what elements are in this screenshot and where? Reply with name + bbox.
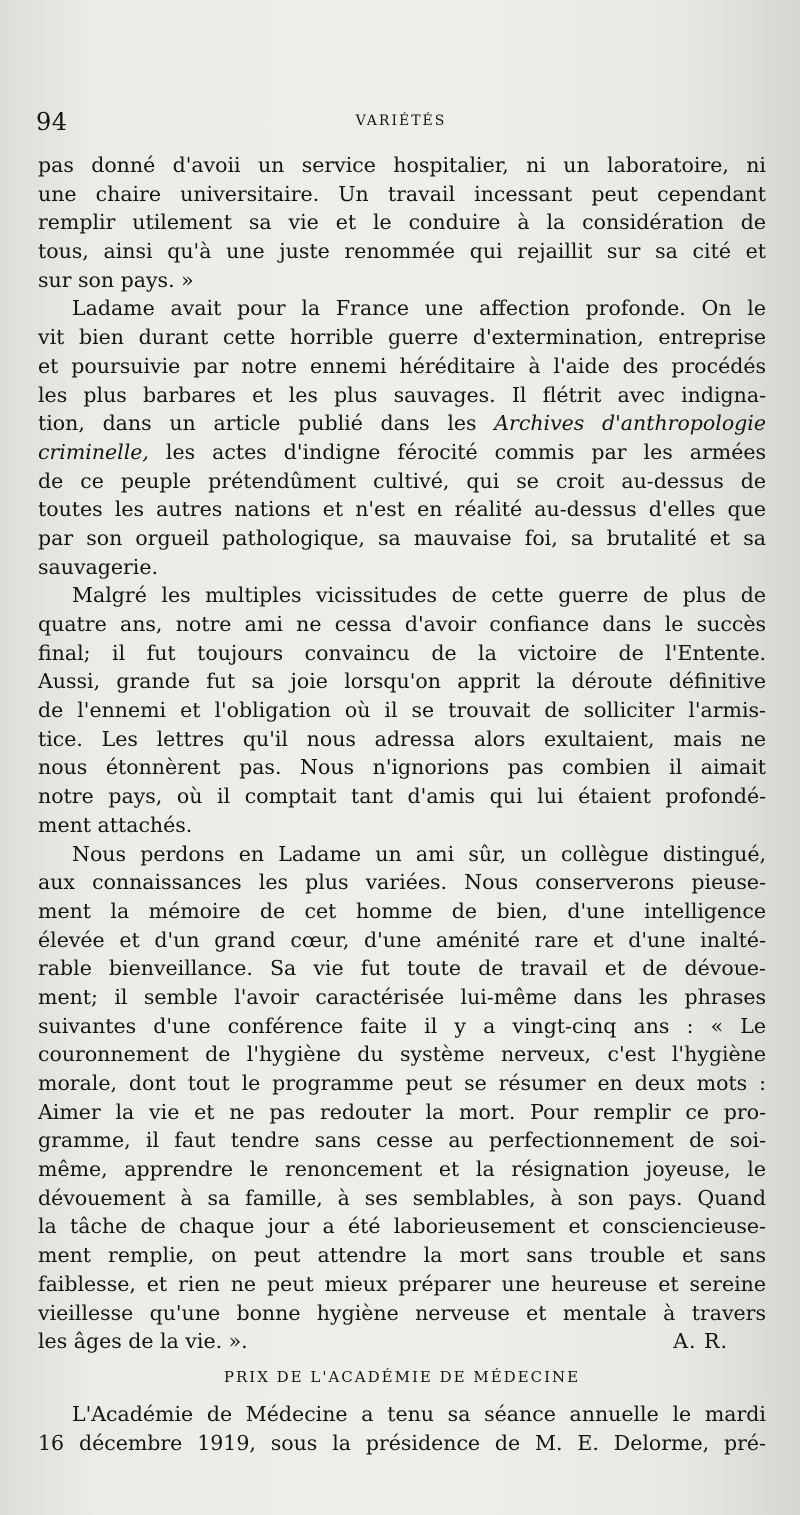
text-fragment: les âges de la vie. ». — [38, 1329, 248, 1354]
text-line: Ladame avait pour la France une affection profonde. On le — [72, 296, 766, 321]
text-line: tice. Les lettres qu'il nous adressa alors exultaient, mais ne — [38, 726, 766, 751]
text-line: ment remplie, on peut attendre la mort sans trouble et sans — [38, 1243, 766, 1268]
text-line: Malgré les multiples vicissitudes de cette guerre de plus de — [72, 583, 766, 608]
text-line: par son orgueil pathologique, sa mauvaise foi, sa brutalité et sa — [38, 525, 766, 550]
text-line: faiblesse, et rien ne peut mieux préparer une heureuse et sereine — [38, 1271, 766, 1296]
text-line: remplir utilement sa vie et le conduire à la considération de — [38, 210, 766, 235]
text-line: 16 décembre 1919, sous la présidence de M. E. Delorme, pré- — [38, 1430, 766, 1455]
text-line: final; il fut toujours convaincu de la victoire de l'Entente. — [38, 640, 766, 665]
text-line: dévouement à sa famille, à ses semblables, à son pays. Quand — [38, 1185, 766, 1210]
journal-title-italic: Archives d'anthropologie — [494, 411, 766, 436]
text-line: ment la mémoire de cet homme de bien, d'une intelligence — [38, 898, 766, 923]
text-line: couronnement de l'hygiène du système nerveux, c'est l'hygiène — [38, 1042, 766, 1067]
text-fragment: les actes d'indigne férocité commis par les armées — [148, 439, 766, 464]
text-line: sauvagerie. — [38, 554, 159, 579]
text-line: rable bienveillance. Sa vie fut toute de travail et de dévoue- — [38, 956, 766, 981]
page-header — [36, 108, 766, 138]
text-line: ment attachés. — [38, 812, 193, 837]
text-line: L'Académie de Médecine a tenu sa séance annuelle le mardi — [72, 1401, 766, 1426]
text-line: toutes les autres nations et n'est en réalité au-dessus d'elles que — [38, 497, 766, 522]
text-line: morale, dont tout le programme peut se résumer en deux mots : — [38, 1071, 766, 1095]
text-line: une chaire universitaire. Un travail incessant peut cependant — [38, 181, 766, 206]
text-line: ment; il semble l'avoir caractérisée lui-même dans les phrases — [38, 984, 766, 1009]
text-line: pas donné d'avoii un service hospitalier, ni un laboratoire, ni — [38, 153, 766, 177]
text-line-with-signature — [38, 1327, 766, 1356]
text-line: vieillesse qu'une bonne hygiène nerveuse et mentale à travers — [38, 1300, 766, 1325]
author-signature: A. R. — [673, 1329, 728, 1354]
text-line: tous, ainsi qu'à une juste renommée qui rejaillit sur sa cité et — [38, 239, 766, 264]
page-number: 94 — [36, 108, 68, 136]
text-line: aux connaissances les plus variées. Nous conserverons pieuse- — [38, 870, 766, 895]
text-line: vit bien durant cette horrible guerre d'extermination, entreprise — [38, 325, 766, 350]
text-line: les plus barbares et les plus sauvages. Il flétrit avec indigna- — [38, 382, 766, 407]
text-line: même, apprendre le renoncement et la résignation joyeuse, le — [38, 1157, 766, 1182]
text-line — [38, 409, 766, 438]
running-title: VARIÉTÉS — [355, 113, 447, 129]
article-body — [38, 151, 766, 1457]
text-line: gramme, il faut tendre sans cesse au perfectionnement de soi- — [38, 1128, 766, 1153]
section-heading: PRIX DE L'ACADÉMIE DE MÉDECINE — [223, 1367, 581, 1386]
text-line: et poursuivie par notre ennemi héréditaire à l'aide des procédés — [38, 353, 766, 378]
text-line: Aimer la vie et ne pas redouter la mort. Pour remplir ce pro- — [38, 1099, 766, 1124]
journal-title-italic: criminelle, — [38, 439, 149, 464]
text-line: de l'ennemi et l'obligation où il se trouvait de solliciter l'armis- — [38, 698, 766, 723]
text-line: suivantes d'une conférence faite il y a vingt-cinq ans : « Le — [38, 1013, 766, 1038]
text-line: la tâche de chaque jour a été laborieusement et consciencieuse- — [38, 1214, 766, 1239]
text-line: notre pays, où il comptait tant d'amis qui lui étaient profondé- — [38, 784, 766, 809]
text-line: quatre ans, notre ami ne cessa d'avoir confiance dans le succès — [38, 612, 766, 636]
text-line: sur son pays. » — [38, 267, 194, 292]
text-line: nous étonnèrent pas. Nous n'ignorions pas combien il aimait — [38, 755, 766, 780]
text-line: élevée et d'un grand cœur, d'une aménité rare et d'une inalté- — [38, 927, 766, 952]
text-line: Nous perdons en Ladame un ami sûr, un collègue distingué, — [72, 841, 766, 866]
text-fragment: tion, dans un article publié dans les — [38, 411, 477, 436]
text-line: de ce peuple prétendûment cultivé, qui se croit au-dessus de — [38, 468, 766, 493]
text-line: Aussi, grande fut sa joie lorsqu'on apprit la déroute définitive — [38, 669, 766, 694]
text-line — [38, 438, 766, 467]
